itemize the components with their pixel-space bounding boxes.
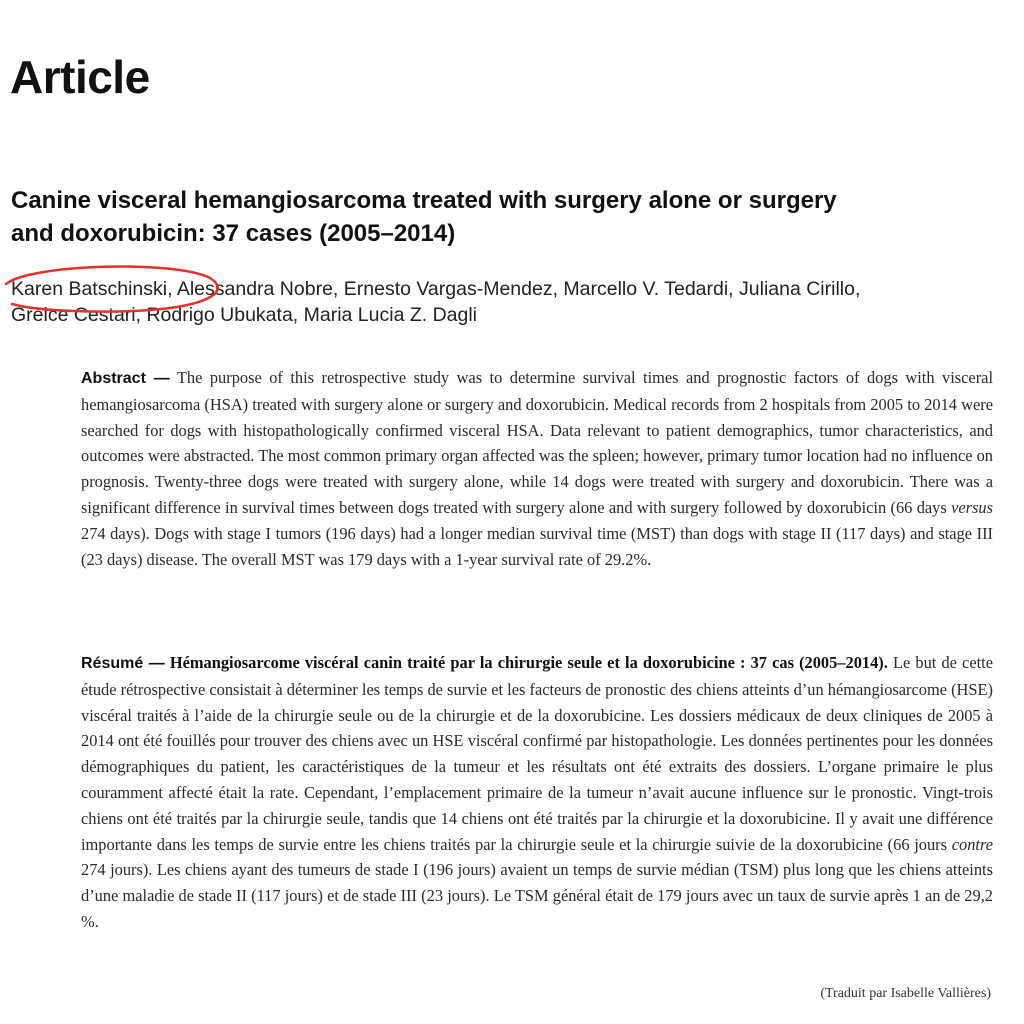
article-title-line-1: Canine visceral hemangiosarcoma treated with surgery alone or surgery: [11, 187, 837, 214]
abstract-text-1: The purpose of this retrospective study was to determine survival times and prognostic factors of dogs with visceral hemangiosarcoma (HSA) treated with surgery alone or surgery and doxorubicin. Medical records from 2 hospitals from 2005 to 2014 were searched for dogs with histopathologically confirmed visceral HSA. Data relevant to patient demographics, tumor characteristics, and outcomes were abstracted. The most common primary organ affected was the spleen; however, primary tumor location had no influence on prognosis. Twenty-three dogs were treated with surgery alone, while 14 dogs were treated with surgery and doxorubicin. There was a significant difference in survival times between dogs treated with surgery alone and with surgery followed by doxorubicin (66 days: [81, 368, 993, 517]
abstract-paragraph: [81, 365, 993, 572]
resume-text-1: Le but de cette étude rétrospective consistait à déterminer les temps de survie et les facteurs de pronostic des chiens atteints d’un hémangiosarcome (HSE) viscéral traités à l’aide de la chirurgie seule ou de la chirurgie et de la doxorubicine. Les dossiers médicaux de deux cliniques de 2005 à 2014 ont été fouillés pour trouver des chiens avec un HSE viscéral confirmé par histopathologie. Les données pertinentes pour les données démographiques du patient, les caractéristiques de la tumeur et les résultats ont été extraits des dossiers. L’organe primaire le plus couramment affecté était la rate. Cependant, l’emplacement primaire de la tumeur n’avait aucune influence sur le pronostic. Vingt-trois chiens ont été traités par la chirurgie seule, tandis que 14 chiens ont été traités par la chirurgie et la doxorubicine. Il y avait une différence importante dans les temps de survie entre les chiens traités par la chirurgie seule et la chirurgie suivie de la doxorubicine (66 jours: [81, 653, 993, 854]
resume-text-2: 274 jours). Les chiens ayant des tumeurs de stade I (196 jours) avaient un temps de survie médian (TSM) plus long que les chiens atteints d’une maladie de stade II (117 jours) et de stade III (23 jours). Le TSM général était de 179 jours avec un taux de survie après 1 an de 29,2 %.: [81, 860, 993, 931]
author-line-2: Greice Cestari, Rodrigo Ubukata, Maria Lucia Z. Dagli: [11, 304, 478, 326]
resume-italic: contre: [951, 834, 993, 854]
abstract-italic: versus: [951, 497, 993, 517]
resume-heading: Résumé —: [81, 655, 165, 672]
author-list: [11, 276, 1023, 328]
article-title-line-2: and doxorubicin: 37 cases (2005–2014): [11, 220, 456, 247]
abstract-heading: Abstract —: [81, 370, 170, 387]
translator-note: (Traduit par Isabelle Vallières): [820, 986, 991, 1001]
resume-title: Hémangiosarcome viscéral canin traité par la chirurgie seule et la doxorubicine : 37 cas (2005–2014).: [164, 653, 888, 672]
section-label: Article: [10, 51, 150, 103]
abstract-text-2: 274 days). Dogs with stage I tumors (196 days) had a longer median survival time (MST) than dogs with stage II (117 days) and stage III (23 days) disease. The overall MST was 179 days with a 1-year survival rate of 29.2%.: [81, 523, 993, 569]
author-line-1: Karen Batschinski, Alessandra Nobre, Ernesto Vargas-Mendez, Marcello V. Tedardi, Juliana Cirillo,: [11, 278, 861, 300]
resume-paragraph: [81, 650, 993, 935]
article-title: [11, 184, 1023, 250]
